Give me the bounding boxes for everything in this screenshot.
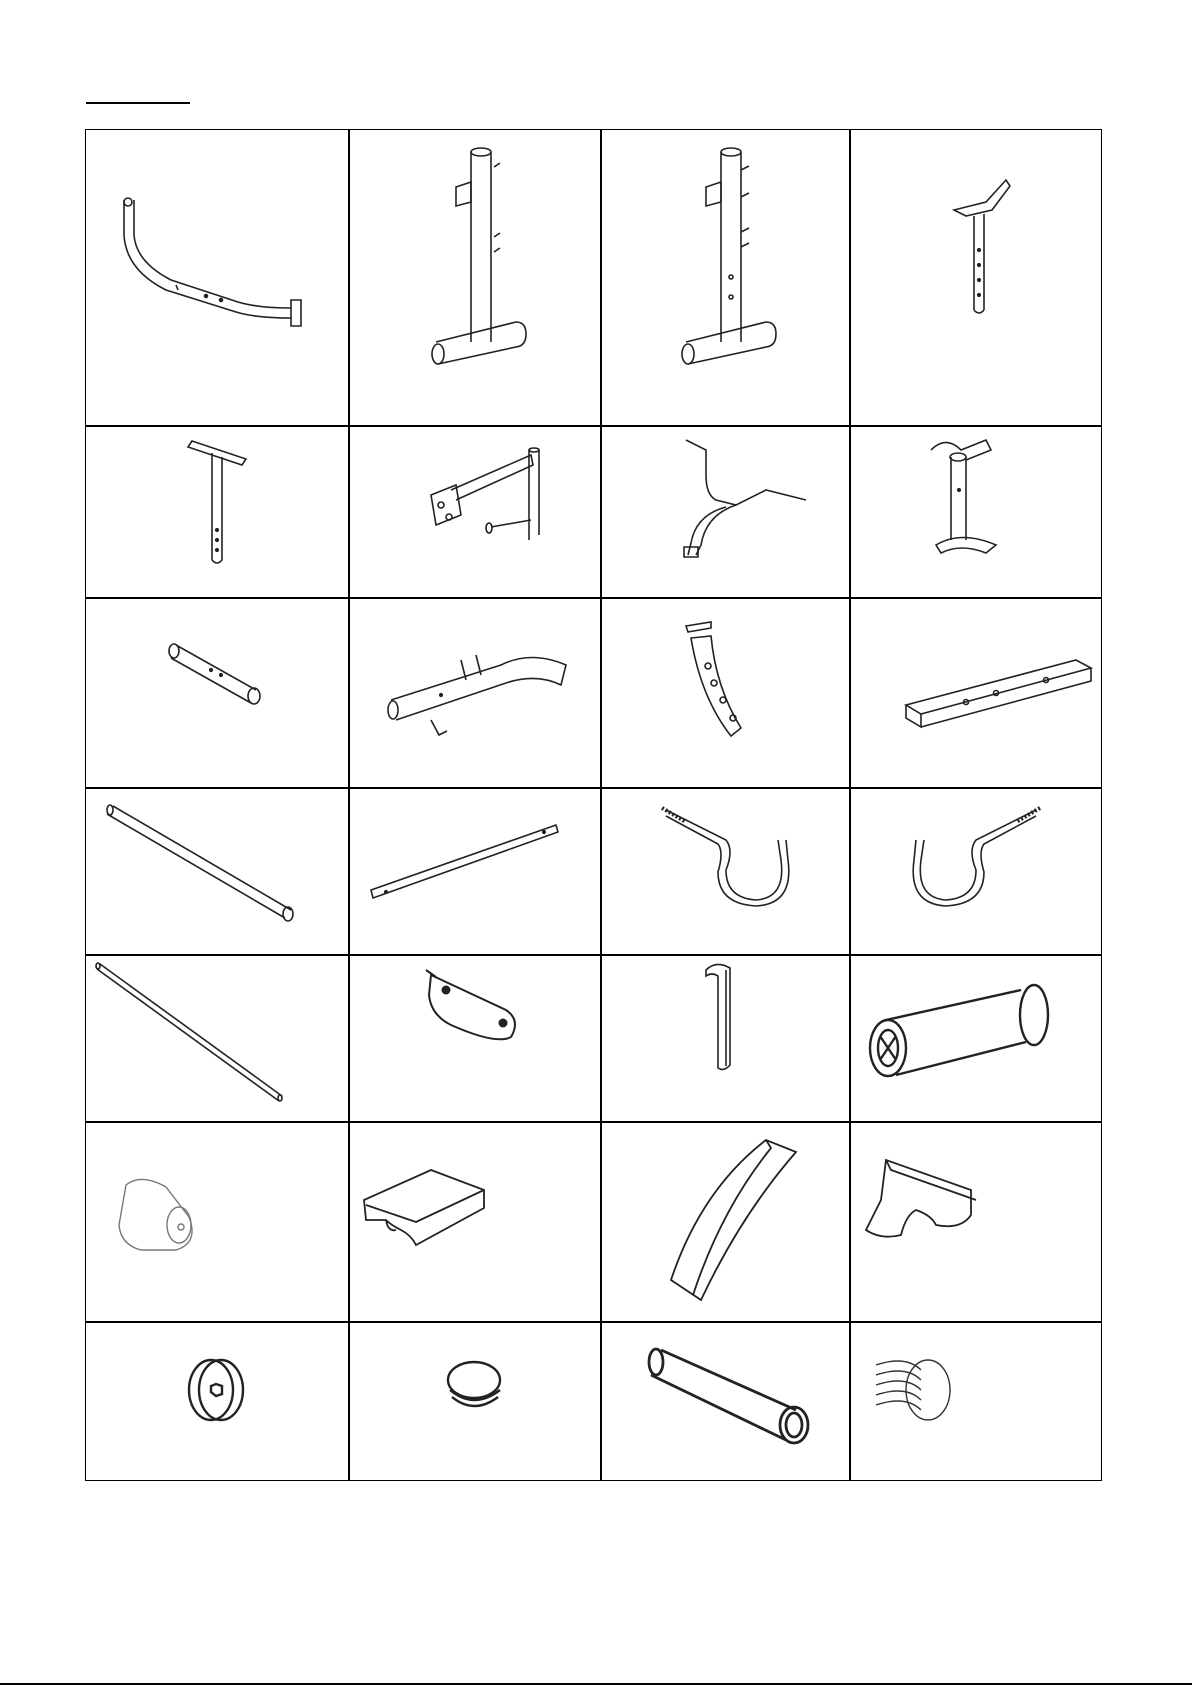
grid-divider [86, 1321, 1101, 1323]
long-rod-icon [101, 800, 301, 930]
curved-bracket-plate-icon [411, 965, 531, 1055]
upright-post-with-hooks-icon [676, 142, 786, 392]
curved-plate-with-pin-icon [676, 618, 766, 748]
upright-post-with-foot-icon [426, 142, 536, 392]
grid-divider [600, 130, 602, 1480]
curved-arm-tube-icon [116, 190, 316, 340]
post-with-base-plate-icon [926, 435, 1026, 565]
sleeve-tube-icon [646, 1340, 826, 1450]
branched-frame-icon [646, 435, 816, 565]
grid-divider [348, 130, 350, 1480]
parts-grid [85, 129, 1102, 1481]
seat-frame-icon [381, 625, 581, 735]
square-tube-icon [896, 630, 1096, 730]
t-bar-post-icon [186, 435, 256, 575]
ribbed-insert-cap-icon [866, 1345, 966, 1435]
grid-divider [849, 130, 851, 1480]
end-cap-icon [436, 1355, 516, 1425]
grid-divider [86, 954, 1101, 956]
thin-rod-icon [94, 960, 294, 1110]
seat-pad-icon [356, 1160, 496, 1270]
grid-divider [86, 1121, 1101, 1123]
back-pad-icon [661, 1130, 801, 1310]
curved-handle-left-icon [656, 800, 806, 910]
weight-sleeve-icon [856, 980, 1066, 1090]
grid-divider [86, 787, 1101, 789]
grid-divider [86, 597, 1101, 599]
adjustable-post-with-bracket-icon [946, 180, 1016, 320]
foam-roller-icon [111, 1165, 211, 1265]
curved-handle-right-icon [896, 800, 1046, 910]
short-tube-icon [166, 630, 276, 720]
v-notch-pad-icon [861, 1155, 991, 1275]
grid-divider [86, 425, 1101, 427]
long-bar-with-holes-icon [366, 810, 566, 910]
bracket-frame-icon [411, 435, 551, 555]
u-channel-icon [696, 960, 756, 1080]
pulley-wheel-icon [176, 1350, 256, 1430]
heading-underline [86, 102, 190, 104]
